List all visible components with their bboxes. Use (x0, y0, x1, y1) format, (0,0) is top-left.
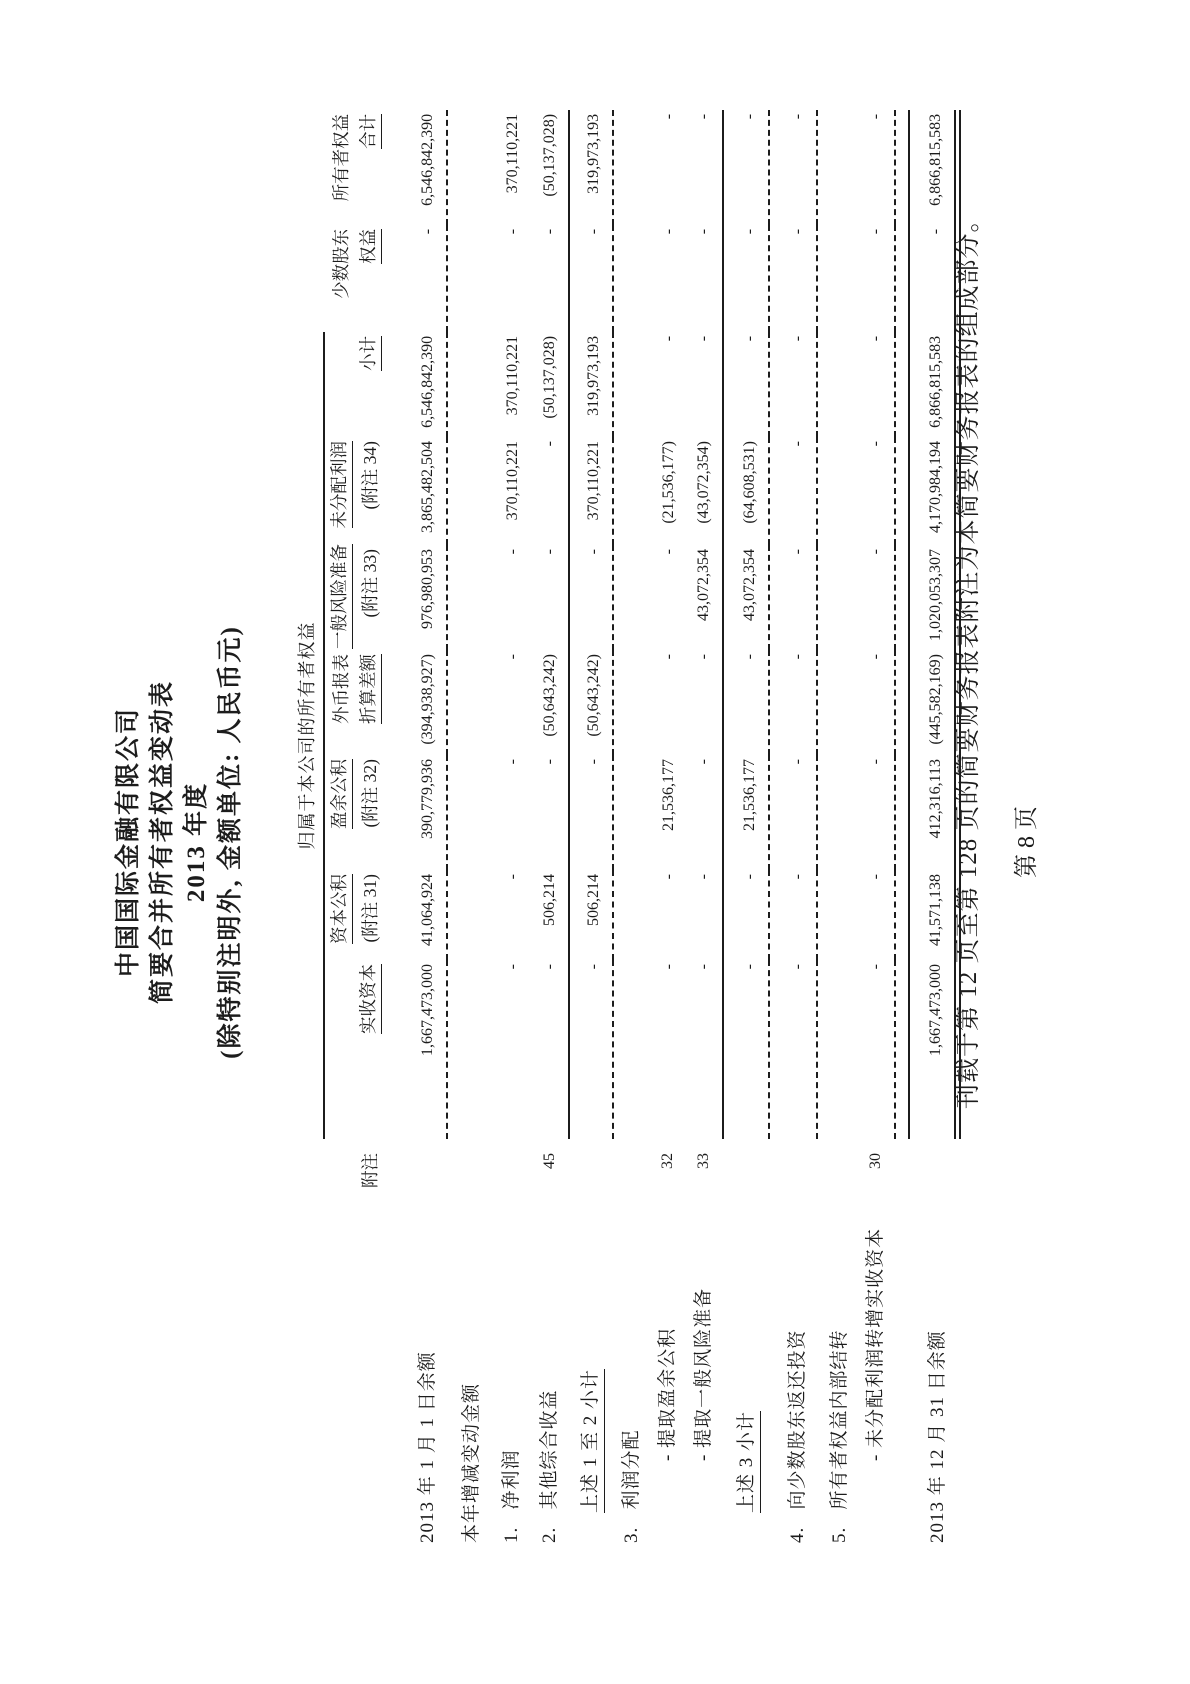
row-label: 2013 年 12 月 31 日余额 (927, 1330, 948, 1543)
note-ref: 30 (867, 1153, 884, 1169)
spacer-cell (895, 1139, 909, 1279)
value-cell: 370,110,221 (504, 113, 521, 194)
value-cell: - (769, 110, 817, 225)
value-cell: - (695, 228, 712, 235)
column-header: 未分配利润 (324, 437, 354, 545)
value-cell: 370,110,221 (504, 335, 521, 416)
value-cell (613, 545, 651, 650)
value-cell: - (504, 964, 521, 970)
value-cell (447, 545, 491, 650)
value-cell: - (660, 228, 677, 235)
note-ref (909, 1139, 957, 1279)
value-cell: - (569, 225, 613, 332)
value-cell: - (859, 110, 895, 225)
row-label: 3. 利润分配 (621, 1429, 642, 1543)
table-row (687, 110, 723, 1589)
value-cell (613, 332, 651, 437)
value-cell: - (695, 654, 712, 660)
spacer-row (895, 110, 909, 1589)
value-cell (613, 225, 651, 332)
value-cell: (21,536,177) (660, 441, 677, 524)
value-cell: 412,316,113 (909, 755, 957, 870)
value-cell: 390,779,936 (383, 755, 447, 870)
value-cell: - (723, 870, 769, 960)
value-cell (447, 110, 491, 225)
note-ref (769, 1139, 817, 1279)
value-cell: - (723, 960, 769, 1139)
value-cell: - (541, 964, 558, 970)
company-name: 中国国际金融有限公司 (115, 707, 142, 978)
note-ref: 32 (659, 1153, 676, 1169)
value-cell: 6,546,842,390 (383, 332, 447, 437)
row-label: 上述 3 小计 (723, 1279, 769, 1589)
value-cell: - (695, 759, 712, 765)
value-cell (447, 870, 491, 960)
value-cell (447, 650, 491, 755)
value-cell (817, 545, 859, 650)
column-header: 资本公积 (324, 870, 354, 960)
note-ref (491, 1139, 531, 1279)
value-cell: - (504, 874, 521, 880)
value-cell: - (769, 870, 817, 960)
notes-column-header: 附注 (360, 1153, 380, 1188)
title-block (112, 0, 248, 1684)
spacer-cell (895, 960, 909, 1139)
value-cell: 43,072,354 (695, 549, 712, 621)
value-cell: - (859, 870, 895, 960)
value-cell: 370,110,221 (504, 441, 521, 521)
value-cell (817, 437, 859, 545)
spacer-cell (895, 1279, 909, 1589)
value-cell: 370,110,221 (569, 437, 613, 545)
value-cell: - (769, 650, 817, 755)
value-cell: 976,980,953 (383, 545, 447, 650)
spacer-cell (895, 870, 909, 960)
value-cell: - (909, 225, 957, 332)
value-cell: - (769, 755, 817, 870)
value-cell: 1,667,473,000 (909, 960, 957, 1139)
value-cell: 1,020,053,307 (909, 545, 957, 650)
spacer-cell (895, 332, 909, 437)
value-cell: - (859, 545, 895, 650)
row-label: 1. 净利润 (501, 1449, 522, 1543)
value-cell: 4,170,984,194 (909, 437, 957, 545)
value-cell: - (723, 225, 769, 332)
notes-reference-footer: 刊载于第 12 页至第 128 页的简要财务报表附注为本简要财务报表的组成部分。 (955, 206, 982, 1109)
value-cell: - (660, 549, 677, 555)
group-header-attributable: 归属于本公司的所有者权益 (290, 332, 324, 1139)
value-cell: 21,536,177 (660, 759, 677, 831)
stub-cell (324, 1279, 354, 1589)
column-header: 所有者权益 (331, 113, 351, 202)
table-row (769, 110, 817, 1589)
row-label: - 未分配利润转增实收资本 (865, 1227, 886, 1461)
value-cell: - (769, 332, 817, 437)
note-ref: 33 (695, 1153, 712, 1169)
value-cell: 41,064,924 (383, 870, 447, 960)
value-cell (447, 960, 491, 1139)
column-header (324, 332, 354, 437)
value-cell: - (769, 225, 817, 332)
value-cell: - (660, 335, 677, 342)
table-row (491, 110, 531, 1589)
column-header: 盈余公积 (324, 755, 354, 870)
statement-title: 简要合并所有者权益变动表 (149, 680, 176, 1005)
spacer-cell (895, 437, 909, 545)
value-cell: - (504, 549, 521, 555)
value-cell: 506,214 (569, 870, 613, 960)
value-cell: - (569, 545, 613, 650)
value-cell (817, 650, 859, 755)
value-cell (447, 225, 491, 332)
row-label: 上述 1 至 2 小计 (569, 1279, 613, 1589)
table-row (447, 110, 491, 1589)
value-cell (613, 870, 651, 960)
note-ref (569, 1139, 613, 1279)
table-row (859, 110, 895, 1589)
spacer-cell (895, 225, 909, 332)
value-cell: (50,137,028) (541, 113, 558, 197)
table-row (651, 110, 687, 1589)
value-cell: 41,571,138 (909, 870, 957, 960)
value-cell: - (859, 650, 895, 755)
stub-cell (354, 1279, 383, 1589)
row-label: - 提取一般风险准备 (693, 1287, 714, 1461)
value-cell: - (859, 755, 895, 870)
row-label: 2. 其他综合收益 (539, 1389, 560, 1543)
row-label: 4. 向少数股东返还投资 (787, 1329, 808, 1543)
note-ref: 45 (541, 1153, 558, 1169)
value-cell: 6,866,815,583 (909, 110, 957, 225)
column-header: 小计 (354, 332, 383, 437)
statement-period: 2013 年度 (183, 781, 210, 903)
value-cell: 319,973,193 (569, 110, 613, 225)
group-header-row (290, 110, 324, 1589)
value-cell: - (569, 755, 613, 870)
row-label: 5. 所有者权益内部结转 (829, 1329, 850, 1543)
value-cell: - (504, 228, 521, 235)
spacer-cell (895, 650, 909, 755)
value-cell (817, 960, 859, 1139)
value-cell: - (383, 225, 447, 332)
column-header: 外币报表 (331, 654, 351, 724)
row-label: 2013 年 1 月 1 日余额 (417, 1351, 438, 1543)
value-cell: - (695, 964, 712, 970)
value-cell: (50,643,242) (569, 650, 613, 755)
value-cell (817, 755, 859, 870)
value-cell: - (504, 759, 521, 765)
spacer-cell (290, 1139, 324, 1589)
value-cell: (394,938,927) (383, 650, 447, 755)
note-col-cell (324, 1139, 354, 1279)
value-cell: - (660, 964, 677, 970)
value-cell: (445,582,169) (909, 650, 957, 755)
table-row (569, 110, 613, 1589)
value-cell: - (723, 650, 769, 755)
value-cell (613, 960, 651, 1139)
value-cell (447, 437, 491, 545)
value-cell: - (695, 113, 712, 120)
note-ref (613, 1139, 651, 1279)
note-ref (723, 1139, 769, 1279)
value-cell: - (569, 960, 613, 1139)
value-cell: 3,865,482,504 (383, 437, 447, 545)
value-cell: - (723, 110, 769, 225)
value-cell: - (859, 225, 895, 332)
value-cell: - (541, 759, 558, 765)
column-header: 权益 (354, 225, 383, 332)
value-cell: - (660, 654, 677, 660)
value-cell (447, 755, 491, 870)
value-cell: - (769, 545, 817, 650)
value-cell: (64,608,531) (723, 437, 769, 545)
value-cell: 6,546,842,390 (383, 110, 447, 225)
table-row (817, 110, 859, 1589)
value-cell (817, 225, 859, 332)
value-cell (613, 110, 651, 225)
value-cell: - (695, 335, 712, 342)
column-header: 折算差额 (354, 650, 383, 755)
value-cell: 319,973,193 (569, 332, 613, 437)
value-cell: - (695, 874, 712, 880)
column-header-row-2 (354, 110, 383, 1589)
value-cell: - (541, 228, 558, 235)
value-cell (447, 332, 491, 437)
value-cell: (50,137,028) (541, 335, 558, 419)
value-cell: 43,072,354 (723, 545, 769, 650)
column-header: (附注 33) (360, 549, 380, 618)
value-cell: - (504, 654, 521, 660)
row-label: - 提取盈余公积 (657, 1327, 678, 1461)
currency-note: (除特别注明外, 金额单位: 人民币元) (217, 625, 244, 1059)
note-ref (383, 1139, 447, 1279)
note-ref (447, 1139, 491, 1279)
value-cell (613, 755, 651, 870)
page-number: 第 8 页 (1014, 806, 1040, 878)
column-header: 少数股东 (331, 228, 351, 299)
value-cell (613, 437, 651, 545)
value-cell: (43,072,354) (695, 441, 712, 524)
column-header-row-1 (324, 110, 354, 1589)
value-cell: (50,643,242) (541, 654, 558, 737)
value-cell: - (859, 332, 895, 437)
column-header: (附注 34) (360, 441, 380, 510)
value-cell: - (660, 874, 677, 880)
column-header: 实收资本 (354, 960, 383, 1139)
value-cell: - (723, 332, 769, 437)
value-cell (817, 332, 859, 437)
table-row (613, 110, 651, 1589)
note-ref (817, 1139, 859, 1279)
spacer-cell (895, 755, 909, 870)
column-header: (附注 31) (360, 874, 380, 943)
value-cell: - (541, 441, 558, 447)
value-cell (817, 870, 859, 960)
value-cell: - (769, 437, 817, 545)
value-cell: 1,667,473,000 (383, 960, 447, 1139)
value-cell: - (660, 113, 677, 120)
column-header: 合计 (354, 110, 383, 225)
value-cell: - (859, 437, 895, 545)
spacer-cell (895, 110, 909, 225)
spacer-cell (290, 110, 324, 332)
value-cell (613, 650, 651, 755)
table-row (383, 110, 447, 1589)
value-cell: - (769, 960, 817, 1139)
column-header (324, 960, 354, 1139)
column-header: 一般风险准备 (324, 545, 354, 650)
column-header: (附注 32) (360, 759, 380, 828)
value-cell: 21,536,177 (723, 755, 769, 870)
equity-table (290, 110, 961, 1589)
table-row (531, 110, 569, 1589)
table-row (723, 110, 769, 1589)
row-label: 本年增减变动金额 (461, 1382, 482, 1543)
value-cell: - (541, 549, 558, 555)
value-cell: 506,214 (541, 874, 558, 926)
value-cell: - (859, 960, 895, 1139)
value-cell: 6,866,815,583 (909, 332, 957, 437)
spacer-cell (895, 545, 909, 650)
value-cell (817, 110, 859, 225)
